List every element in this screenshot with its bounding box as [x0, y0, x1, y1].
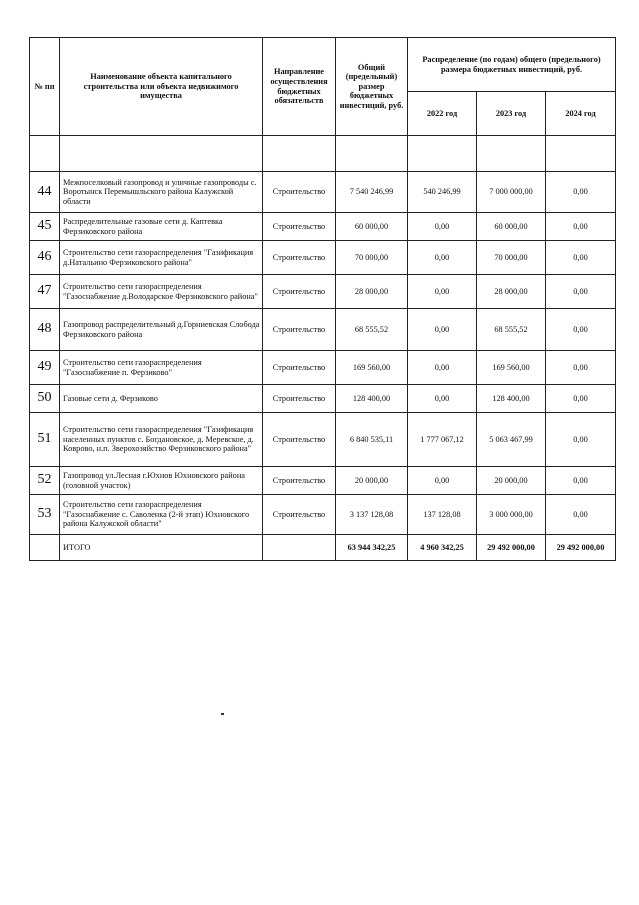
- row-year-2022: 0,00: [408, 309, 477, 351]
- row-direction: Строительство: [263, 467, 336, 495]
- header-name: Наименование объекта капитального строительства или объекта недвижимого имущества: [60, 38, 263, 136]
- row-direction: Строительство: [263, 309, 336, 351]
- row-year-2023: 7 000 000,00: [477, 172, 546, 213]
- row-direction: Строительство: [263, 275, 336, 309]
- row-year-2024: 0,00: [546, 495, 616, 535]
- row-year-2022: 137 128,08: [408, 495, 477, 535]
- table-row: [30, 213, 616, 241]
- row-year-2024: 0,00: [546, 351, 616, 385]
- row-object-name: Межпоселковый газопровод и уличные газопроводы с. Воротынск Перемышльского района Калужской области: [60, 172, 263, 213]
- row-object-name: Газопровод распределительный д.Горниевская Слобода Ферзиковского района: [60, 309, 263, 351]
- investment-table-sheet: [29, 37, 616, 561]
- table-row: [30, 309, 616, 351]
- header-total: Общий (предельный) размер бюджетных инвестиций, руб.: [336, 38, 408, 136]
- row-object-name: Строительство сети газораспределения "Газоснабжение с. Саволенка (2-й этап) Юхновского района Калужской области": [60, 495, 263, 535]
- row-object-name: Строительство сети газораспределения "Газоснабжение п. Ферзиково": [60, 351, 263, 385]
- row-number: 50: [30, 385, 60, 413]
- row-year-2023: 28 000,00: [477, 275, 546, 309]
- row-object-name: Строительство сети газораспределения "Газоснабжение д.Володарское Ферзиковского района": [60, 275, 263, 309]
- row-year-2022: 0,00: [408, 467, 477, 495]
- row-year-2023: 60 000,00: [477, 213, 546, 241]
- total-row-year-2024: 29 492 000,00: [546, 535, 616, 561]
- row-number: 51: [30, 413, 60, 467]
- table-row: [30, 385, 616, 413]
- row-year-2023: 3 000 000,00: [477, 495, 546, 535]
- row-number: 52: [30, 467, 60, 495]
- row-total: 3 137 128,08: [336, 495, 408, 535]
- header-year-2023: 2023 год: [477, 92, 546, 136]
- row-year-2023: 128 400,00: [477, 385, 546, 413]
- table-row: [30, 241, 616, 275]
- row-object-name: Распределительные газовые сети д. Каптевка Ферзиковского района: [60, 213, 263, 241]
- row-total: 20 000,00: [336, 467, 408, 495]
- row-year-2022: 0,00: [408, 385, 477, 413]
- row-total: 128 400,00: [336, 385, 408, 413]
- row-year-2022: 1 777 067,12: [408, 413, 477, 467]
- row-number: 45: [30, 213, 60, 241]
- row-year-2022: 0,00: [408, 241, 477, 275]
- row-number: 44: [30, 172, 60, 213]
- table-row: [30, 467, 616, 495]
- row-object-name: Строительство сети газораспределения "Газификация д.Натальино Ферзиковского района": [60, 241, 263, 275]
- row-total: 7 540 246,99: [336, 172, 408, 213]
- row-total: 169 560,00: [336, 351, 408, 385]
- row-object-name: Газопровод ул.Лесная г.Юхнов Юхновского района (головной участок): [60, 467, 263, 495]
- row-year-2024: 0,00: [546, 385, 616, 413]
- row-direction: Строительство: [263, 413, 336, 467]
- total-row-empty: [30, 535, 60, 561]
- row-year-2024: 0,00: [546, 172, 616, 213]
- row-total: 70 000,00: [336, 241, 408, 275]
- total-row-year-2023: 29 492 000,00: [477, 535, 546, 561]
- row-direction: Строительство: [263, 385, 336, 413]
- row-year-2024: 0,00: [546, 309, 616, 351]
- row-year-2022: 0,00: [408, 213, 477, 241]
- row-year-2023: 5 063 467,99: [477, 413, 546, 467]
- total-row-direction-empty: [263, 535, 336, 561]
- row-year-2023: 20 000,00: [477, 467, 546, 495]
- total-row: [30, 535, 616, 561]
- header-num: № пп: [30, 38, 60, 136]
- table-row: [30, 351, 616, 385]
- investment-table: [29, 37, 616, 561]
- table-row: [30, 495, 616, 535]
- row-year-2024: 0,00: [546, 467, 616, 495]
- row-total: 60 000,00: [336, 213, 408, 241]
- row-object-name: Строительство сети газораспределения "Газификация населенных пунктов с. Богдановское, д. Меревское, д. Коврово, н.п. Зверохозяйство Ферзиковского района": [60, 413, 263, 467]
- row-year-2022: 0,00: [408, 275, 477, 309]
- row-total: 68 555,52: [336, 309, 408, 351]
- row-number: 49: [30, 351, 60, 385]
- row-year-2024: 0,00: [546, 213, 616, 241]
- table-row: [30, 275, 616, 309]
- row-object-name: Газовые сети д. Ферзиково: [60, 385, 263, 413]
- row-year-2022: 0,00: [408, 351, 477, 385]
- row-direction: Строительство: [263, 351, 336, 385]
- row-year-2023: 169 560,00: [477, 351, 546, 385]
- row-year-2024: 0,00: [546, 413, 616, 467]
- row-year-2022: 540 246,99: [408, 172, 477, 213]
- row-direction: Строительство: [263, 172, 336, 213]
- header-year-2022: 2022 год: [408, 92, 477, 136]
- header-direction: Направление осуществления бюджетных обязательств: [263, 38, 336, 136]
- header-year-2024: 2024 год: [546, 92, 616, 136]
- total-row-year-2022: 4 960 342,25: [408, 535, 477, 561]
- row-total: 6 840 535,11: [336, 413, 408, 467]
- row-direction: Строительство: [263, 495, 336, 535]
- stray-mark: [221, 713, 224, 715]
- row-year-2024: 0,00: [546, 241, 616, 275]
- row-number: 47: [30, 275, 60, 309]
- row-number: 46: [30, 241, 60, 275]
- header-distribution: Распределение (по годам) общего (предельного) размера бюджетных инвестиций, руб.: [408, 38, 616, 92]
- row-year-2024: 0,00: [546, 275, 616, 309]
- total-row-total: 63 944 342,25: [336, 535, 408, 561]
- total-row-label: ИТОГО: [60, 535, 263, 561]
- row-direction: Строительство: [263, 213, 336, 241]
- row-direction: Строительство: [263, 241, 336, 275]
- row-number: 53: [30, 495, 60, 535]
- row-total: 28 000,00: [336, 275, 408, 309]
- row-year-2023: 70 000,00: [477, 241, 546, 275]
- row-number: 48: [30, 309, 60, 351]
- row-year-2023: 68 555,52: [477, 309, 546, 351]
- table-row: [30, 413, 616, 467]
- table-row: [30, 172, 616, 213]
